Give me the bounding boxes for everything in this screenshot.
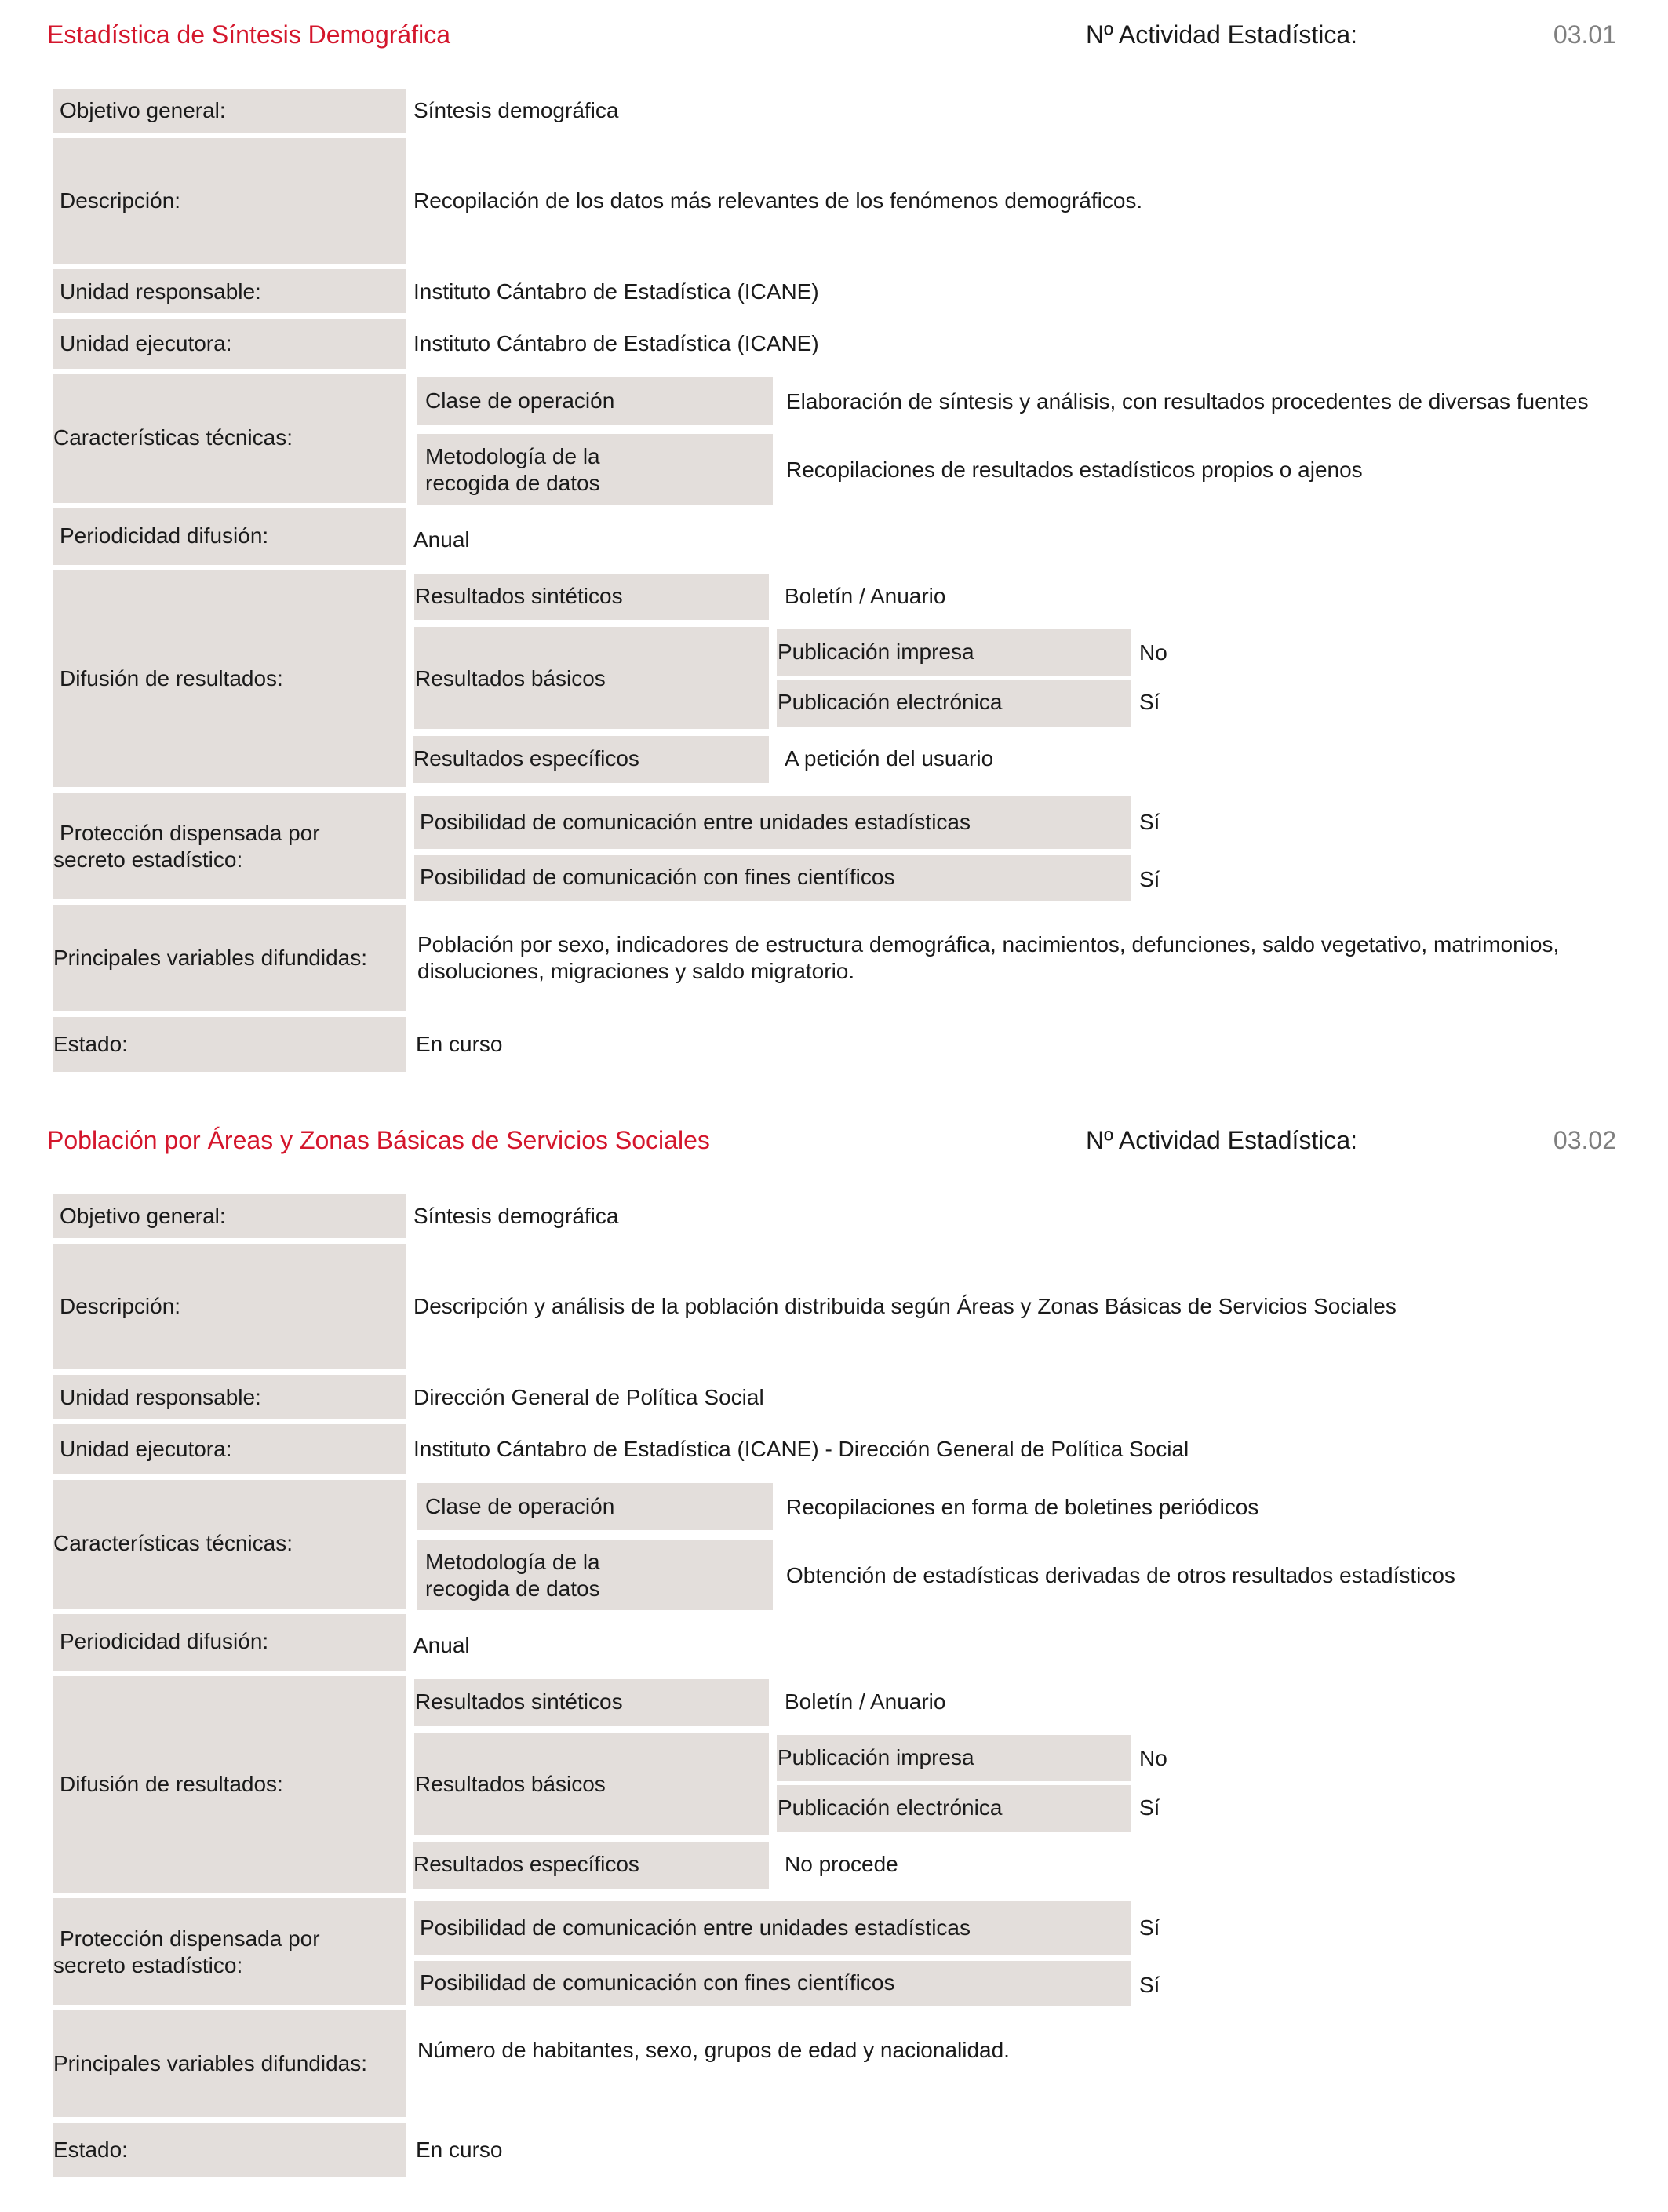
activity-number-label: Nº Actividad Estadística: xyxy=(1086,1126,1358,1154)
cell-publicacion-impresa xyxy=(777,629,1131,676)
label-comunicacion-unidades: Posibilidad de comunicación entre unidades estadísticas xyxy=(420,1915,971,1940)
value-unidad-ejecutora: Instituto Cántabro de Estadística (ICANE) xyxy=(413,331,819,355)
value-publicacion-impresa: No xyxy=(1139,1746,1167,1770)
label-metodologia: Metodología de la recogida de datos xyxy=(425,1550,600,1601)
statistical-activity-record xyxy=(0,8,1668,1106)
cell-comunicacion-cientificos xyxy=(414,1961,1131,2006)
cell-resultados-especificos xyxy=(413,1842,769,1889)
record-title: Estadística de Síntesis Demográfica xyxy=(47,20,451,49)
label-cell-unidad-ejecutora xyxy=(53,1424,406,1474)
value-publicacion-electronica: Sí xyxy=(1139,690,1160,714)
label-cell-descripcion xyxy=(53,138,406,264)
label-cell-caracteristicas xyxy=(53,374,406,503)
label-publicacion-electronica: Publicación electrónica xyxy=(778,690,1003,714)
label-descripcion: Descripción: xyxy=(60,1294,181,1318)
label-cell-proteccion xyxy=(53,793,406,899)
label-proteccion: Protección dispensada por secreto estadístico: xyxy=(53,821,320,872)
label-resultados-especificos: Resultados específicos xyxy=(413,746,639,771)
label-resultados-sinteticos: Resultados sintéticos xyxy=(415,584,623,608)
value-resultados-especificos: No procede xyxy=(785,1852,898,1876)
label-resultados-basicos: Resultados básicos xyxy=(415,1772,606,1796)
label-caracteristicas: Características técnicas: xyxy=(53,1531,293,1555)
label-cell-periodicidad xyxy=(53,1614,406,1671)
value-objetivo: Síntesis demográfica xyxy=(413,1204,619,1228)
value-descripcion: Descripción y análisis de la población distribuida según Áreas y Zonas Básicas de Servicios Sociales xyxy=(413,1294,1397,1318)
label-cell-estado xyxy=(53,2123,406,2177)
statistical-activity-record xyxy=(0,1113,1668,2212)
label-publicacion-electronica: Publicación electrónica xyxy=(778,1795,1003,1820)
value-descripcion: Recopilación de los datos más relevantes de los fenómenos demográficos. xyxy=(413,188,1143,213)
label-cell-unidad-responsable xyxy=(53,1375,406,1419)
value-comunicacion-cientificos: Sí xyxy=(1139,867,1160,891)
label-periodicidad: Periodicidad difusión: xyxy=(60,523,269,548)
label-unidad-ejecutora: Unidad ejecutora: xyxy=(60,1437,232,1461)
value-clase-operacion: Recopilaciones en forma de boletines periódicos xyxy=(786,1495,1259,1519)
label-estado: Estado: xyxy=(53,1032,128,1056)
value-comunicacion-cientificos: Sí xyxy=(1139,1973,1160,1997)
label-proteccion: Protección dispensada por secreto estadístico: xyxy=(53,1926,320,1977)
label-variables: Principales variables difundidas: xyxy=(53,2051,367,2075)
cell-publicacion-electronica xyxy=(777,1785,1131,1832)
value-periodicidad: Anual xyxy=(413,527,470,552)
cell-comunicacion-unidades xyxy=(414,796,1131,849)
label-descripcion: Descripción: xyxy=(60,188,181,213)
label-objetivo: Objetivo general: xyxy=(60,98,226,122)
label-variables: Principales variables difundidas: xyxy=(53,946,367,970)
cell-comunicacion-unidades xyxy=(414,1901,1131,1955)
label-cell-descripcion xyxy=(53,1244,406,1369)
value-resultados-especificos: A petición del usuario xyxy=(785,746,994,771)
label-periodicidad: Periodicidad difusión: xyxy=(60,1629,269,1653)
label-cell-caracteristicas xyxy=(53,1480,406,1609)
value-periodicidad: Anual xyxy=(413,1633,470,1657)
label-metodologia: Metodología de la recogida de datos xyxy=(425,444,600,495)
record-title: Población por Áreas y Zonas Básicas de Servicios Sociales xyxy=(47,1126,710,1154)
activity-number: 03.01 xyxy=(1553,20,1616,49)
value-estado: En curso xyxy=(416,2137,503,2162)
label-cell-variables xyxy=(53,2010,406,2117)
cell-comunicacion-cientificos xyxy=(414,855,1131,901)
label-cell-unidad-responsable xyxy=(53,269,406,313)
value-unidad-responsable: Instituto Cántabro de Estadística (ICANE) xyxy=(413,279,819,304)
cell-resultados-basicos xyxy=(414,627,769,729)
value-resultados-sinteticos: Boletín / Anuario xyxy=(785,1689,946,1714)
value-publicacion-impresa: No xyxy=(1139,640,1167,665)
value-estado: En curso xyxy=(416,1032,503,1056)
label-unidad-responsable: Unidad responsable: xyxy=(60,279,261,304)
label-difusion: Difusión de resultados: xyxy=(60,666,283,691)
label-resultados-basicos: Resultados básicos xyxy=(415,666,606,691)
label-unidad-ejecutora: Unidad ejecutora: xyxy=(60,331,232,355)
cell-resultados-sinteticos xyxy=(414,1679,769,1726)
label-comunicacion-unidades: Posibilidad de comunicación entre unidades estadísticas xyxy=(420,810,971,834)
label-cell-proteccion xyxy=(53,1898,406,2005)
cell-clase-operacion xyxy=(417,1483,773,1530)
label-unidad-responsable: Unidad responsable: xyxy=(60,1385,261,1409)
label-cell-estado xyxy=(53,1017,406,1072)
value-variables: Población por sexo, indicadores de estructura demográfica, nacimientos, defunciones, saldo vegetativo, matrimonios, disoluciones, migraciones y saldo migratorio. xyxy=(417,932,1560,983)
activity-number-label: Nº Actividad Estadística: xyxy=(1086,20,1358,49)
cell-resultados-sinteticos xyxy=(414,574,769,620)
label-cell-difusion xyxy=(53,1676,406,1893)
cell-metodologia xyxy=(417,434,773,505)
label-objetivo: Objetivo general: xyxy=(60,1204,226,1228)
label-comunicacion-cientificos: Posibilidad de comunicación con fines científicos xyxy=(420,1970,895,1995)
label-cell-variables xyxy=(53,905,406,1011)
cell-resultados-basicos xyxy=(414,1733,769,1835)
cell-publicacion-impresa xyxy=(777,1735,1131,1781)
value-objetivo: Síntesis demográfica xyxy=(413,98,619,122)
label-cell-objetivo xyxy=(53,1194,406,1238)
label-resultados-sinteticos: Resultados sintéticos xyxy=(415,1689,623,1714)
cell-publicacion-electronica xyxy=(777,680,1131,727)
label-comunicacion-cientificos: Posibilidad de comunicación con fines científicos xyxy=(420,865,895,889)
value-comunicacion-unidades: Sí xyxy=(1139,810,1160,834)
label-resultados-especificos: Resultados específicos xyxy=(413,1852,639,1876)
value-unidad-responsable: Dirección General de Política Social xyxy=(413,1385,764,1409)
value-metodologia: Obtención de estadísticas derivadas de otros resultados estadísticos xyxy=(786,1563,1455,1587)
value-resultados-sinteticos: Boletín / Anuario xyxy=(785,584,946,608)
activity-number: 03.02 xyxy=(1553,1126,1616,1154)
label-estado: Estado: xyxy=(53,2137,128,2162)
label-cell-objetivo xyxy=(53,89,406,133)
value-variables: Número de habitantes, sexo, grupos de edad y nacionalidad. xyxy=(417,2038,1010,2062)
label-publicacion-impresa: Publicación impresa xyxy=(778,640,974,664)
value-unidad-ejecutora: Instituto Cántabro de Estadística (ICANE) - Dirección General de Política Social xyxy=(413,1437,1189,1461)
value-comunicacion-unidades: Sí xyxy=(1139,1915,1160,1940)
label-caracteristicas: Características técnicas: xyxy=(53,425,293,450)
cell-metodologia xyxy=(417,1540,773,1610)
label-cell-periodicidad xyxy=(53,508,406,565)
label-clase-operacion: Clase de operación xyxy=(425,388,615,413)
value-clase-operacion: Elaboración de síntesis y análisis, con resultados procedentes de diversas fuentes xyxy=(786,389,1589,414)
label-cell-difusion xyxy=(53,570,406,787)
label-difusion: Difusión de resultados: xyxy=(60,1772,283,1796)
label-publicacion-impresa: Publicación impresa xyxy=(778,1745,974,1769)
cell-clase-operacion xyxy=(417,377,773,425)
value-publicacion-electronica: Sí xyxy=(1139,1795,1160,1820)
value-metodologia: Recopilaciones de resultados estadísticos propios o ajenos xyxy=(786,457,1363,482)
label-clase-operacion: Clase de operación xyxy=(425,1494,615,1518)
label-cell-unidad-ejecutora xyxy=(53,319,406,369)
cell-resultados-especificos xyxy=(413,736,769,783)
